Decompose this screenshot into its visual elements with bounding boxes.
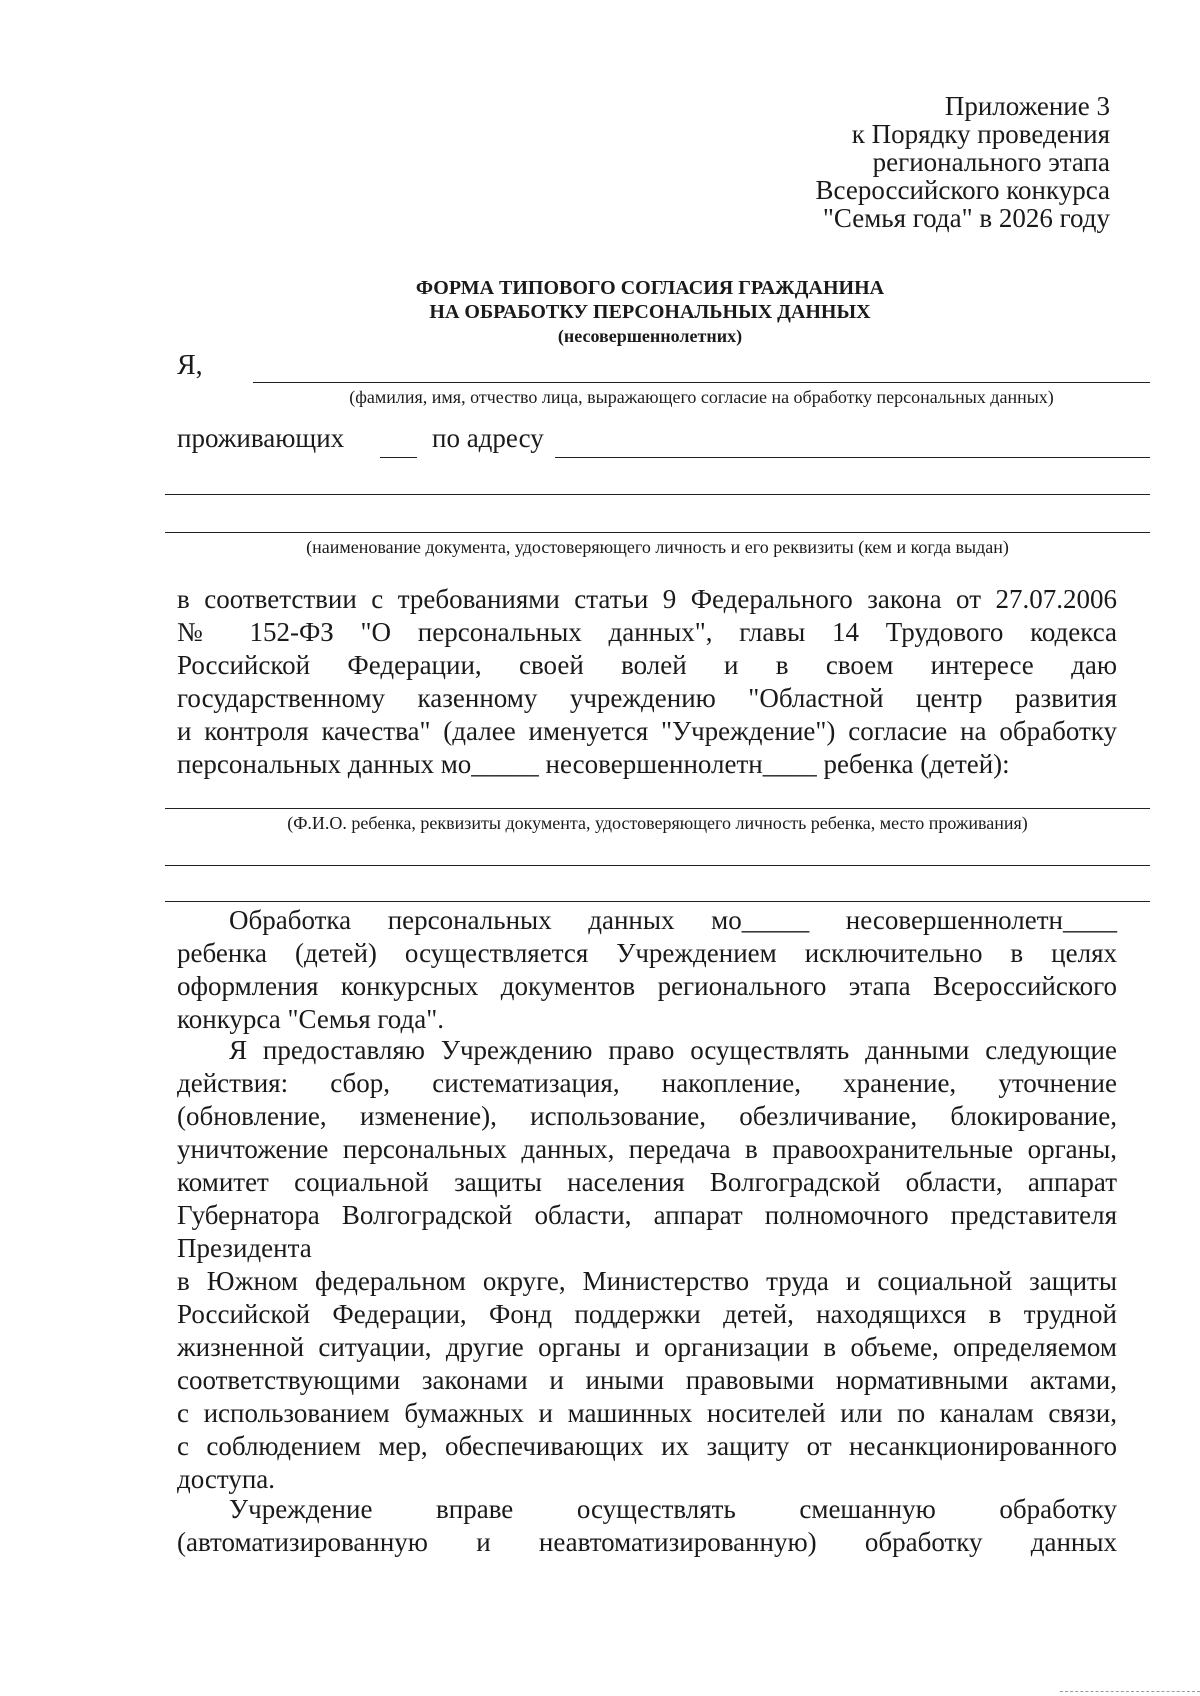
- text-line: в Южном федеральном округе, Министерство труда и социальной защиты: [177, 1266, 1117, 1296]
- appendix-line: регионального этапа: [872, 147, 1110, 177]
- fio-input-line[interactable]: [253, 382, 1150, 383]
- child-input-line-2[interactable]: [165, 865, 1150, 866]
- text-line: действия: сбор, систематизация, накопление, хранение, уточнение: [177, 1068, 1117, 1098]
- processing-paragraph: [177, 904, 1117, 1036]
- consent-paragraph: [177, 583, 1117, 781]
- living-label: проживающих: [177, 423, 345, 453]
- appendix-line: "Семья года" в 2026 году: [822, 203, 1110, 233]
- text-line: Российской Федерации, своей волей и в своем интересе даю: [177, 650, 1117, 680]
- text-line: оформления конкурсных документов регионального этапа Всероссийского: [177, 971, 1117, 1001]
- text-line: Российской Федерации, Фонд поддержки детей, находящихся в трудной: [177, 1299, 1117, 1329]
- text-line: соответствующими законами и иными правовыми нормативными актами,: [177, 1365, 1117, 1395]
- text-line: (обновление, изменение), использование, обезличивание, блокирование,: [177, 1101, 1117, 1131]
- title-line-2: НА ОБРАБОТКУ ПЕРСОНАЛЬНЫХ ДАННЫХ: [429, 301, 871, 323]
- text-line: государственному казенному учреждению "Областной центр развития: [177, 683, 1117, 713]
- form-title: [120, 276, 1180, 348]
- text-line: Губернатора Волгоградской области, аппарат полномочного представителя: [177, 1200, 1117, 1230]
- text-line: в соответствии с требованиями статьи 9 Федерального закона от 27.07.2006: [177, 584, 1117, 614]
- text-line: комитет социальной защиты населения Волгоградской области, аппарат: [177, 1167, 1117, 1197]
- text-line: и контроля качества" (далее именуется "Учреждение") согласие на обработку: [177, 716, 1117, 746]
- fio-caption: (фамилия, имя, отчество лица, выражающего согласие на обработку персональных данных): [349, 387, 1054, 407]
- page-edge-dashes: [1060, 1691, 1200, 1692]
- document-caption: (наименование документа, удостоверяющего личность и его реквизиты (кем и когда выдан): [306, 537, 1009, 557]
- child-input-line-3[interactable]: [165, 901, 1150, 902]
- text-line: ребенка (детей) осуществляется Учреждением исключительно в целях: [177, 938, 1117, 968]
- text-line: с использованием бумажных и машинных носителей или по каналам связи,: [177, 1398, 1117, 1428]
- ya-label: Я,: [177, 350, 203, 381]
- appendix-line: Всероссийского конкурса: [815, 175, 1110, 205]
- address-input-line[interactable]: [555, 457, 1150, 458]
- child-caption: (Ф.И.О. ребенка, реквизиты документа, удостоверяющего личность ребенка, место проживания): [287, 813, 1028, 833]
- text-line: Учреждение вправе осуществлять смешанную обработку: [229, 1494, 1117, 1524]
- title-line-3: (несовершеннолетних): [557, 326, 743, 346]
- appendix-line: Приложение 3: [944, 91, 1110, 121]
- rights-paragraph: [177, 1034, 1117, 1496]
- text-line: персональных данных мо_____ несовершеннолетн____ ребенка (детей):: [177, 749, 1010, 779]
- text-line: жизненной ситуации, другие органы и организации в объеме, определяемом: [177, 1332, 1117, 1362]
- document-input-line[interactable]: [165, 532, 1150, 533]
- text-line: № 152-ФЗ "О персональных данных", главы 14 Трудового кодекса: [177, 617, 1117, 647]
- appendix-header: [610, 92, 1110, 232]
- text-line: Обработка персональных данных мо_____ несовершеннолетн____: [229, 905, 1117, 935]
- text-line: с соблюдением мер, обеспечивающих их защиту от несанкционированного: [177, 1431, 1117, 1461]
- address-line-2[interactable]: [165, 494, 1150, 495]
- text-line: конкурса "Семья года".: [177, 1004, 445, 1034]
- text-line: уничтожение персональных данных, передача в правоохранительные органы,: [177, 1134, 1117, 1164]
- living-blank[interactable]: [380, 457, 417, 458]
- text-line: доступа.: [177, 1464, 276, 1494]
- text-line: Я предоставляю Учреждению право осуществлять данными следующие: [229, 1035, 1117, 1065]
- text-line: (автоматизированную и неавтоматизированную) обработку данных: [177, 1527, 1117, 1557]
- text-line: Президента: [177, 1233, 312, 1263]
- appendix-line: к Порядку проведения: [851, 119, 1110, 149]
- address-label: по адресу: [432, 423, 544, 453]
- child-input-line[interactable]: [165, 808, 1150, 809]
- title-line-1: ФОРМА ТИПОВОГО СОГЛАСИЯ ГРАЖДАНИНА: [415, 277, 885, 299]
- mixed-processing-paragraph: [177, 1493, 1117, 1559]
